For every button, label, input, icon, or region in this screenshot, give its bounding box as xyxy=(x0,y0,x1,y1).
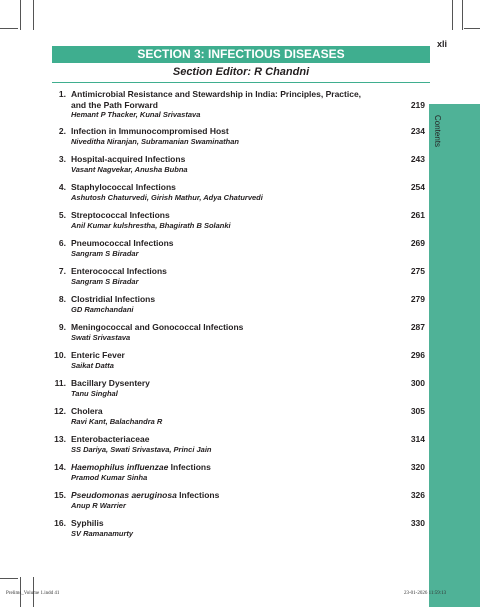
entry-number: 11. xyxy=(54,378,66,388)
entry-title: Bacillary Dysentery xyxy=(71,378,150,388)
entry-number: 1. xyxy=(58,89,66,99)
section-editor: Section Editor: R Chandni xyxy=(52,63,430,83)
entry-authors: Pramod Kumar Sinha xyxy=(71,473,148,482)
entry-title: Enterobacteriaceae xyxy=(71,434,150,444)
crop-mark xyxy=(452,0,453,30)
entry-page: 243 xyxy=(410,154,425,164)
entry-page: 314 xyxy=(410,434,425,444)
entry-authors: Saikat Datta xyxy=(71,361,114,370)
entry-number: 13. xyxy=(54,434,66,444)
entry-page: 269 xyxy=(410,238,425,248)
entry-number: 5. xyxy=(58,210,66,220)
page-number: xli xyxy=(437,39,448,49)
entry-title: Enteric Fever xyxy=(71,350,125,360)
crop-mark xyxy=(0,578,18,579)
entry-title xyxy=(71,490,371,501)
entry-number: 14. xyxy=(54,462,66,472)
entry-page: 279 xyxy=(410,294,425,304)
footer-timestamp: 23-01-2026 11:59:13 xyxy=(404,591,447,596)
entry-authors: Anil Kumar kulshrestha, Bhagirath B Solanki xyxy=(71,221,231,230)
entry-page: 330 xyxy=(410,518,425,528)
entry-authors: Hemant P Thacker, Kunal Srivastava xyxy=(71,110,201,119)
entry-number: 8. xyxy=(58,294,66,304)
entry-page: 320 xyxy=(410,462,425,472)
entry-title-rest: Infections xyxy=(176,490,220,500)
entry-authors: Niveditha Niranjan, Subramanian Swaminathan xyxy=(71,137,239,146)
entry-number: 2. xyxy=(58,126,66,136)
entry-authors: Vasant Nagvekar, Anusha Bubna xyxy=(71,165,188,174)
entry-page: 326 xyxy=(410,490,425,500)
crop-mark xyxy=(464,28,480,29)
entry-title: Clostridial Infections xyxy=(71,294,156,304)
entry-number: 3. xyxy=(58,154,66,164)
footer-file-info: Prelims_Volume 1.indd 41 xyxy=(6,591,60,596)
entry-title: Meningococcal and Gonococcal Infections xyxy=(71,322,244,332)
entry-title-italic: Pseudomonas aeruginosa xyxy=(71,490,177,500)
entry-authors: Sangram S Biradar xyxy=(71,249,139,258)
entry-authors: Ravi Kant, Balachandra R xyxy=(71,417,163,426)
crop-mark xyxy=(33,0,34,30)
entry-title: Antimicrobial Resistance and Stewardship in India: Principles, Practice, and the Path Forward xyxy=(71,89,362,110)
entry-title: Staphylococcal Infections xyxy=(71,182,176,192)
entry-authors: Anup R Warrier xyxy=(71,501,126,510)
entry-title-italic: Haemophilus influenzae xyxy=(71,462,169,472)
entry-number: 16. xyxy=(54,518,66,528)
entry-page: 219 xyxy=(410,100,425,110)
entry-title: Infection in Immunocompromised Host xyxy=(71,126,229,136)
entry-page: 234 xyxy=(410,126,425,136)
crop-mark xyxy=(20,0,21,30)
crop-mark xyxy=(0,28,18,29)
entry-page: 287 xyxy=(410,322,425,332)
entry-number: 9. xyxy=(58,322,66,332)
entry-page: 254 xyxy=(410,182,425,192)
contents-side-label: Contents xyxy=(433,114,442,148)
entry-page: 296 xyxy=(410,350,425,360)
entry-authors: Tanu Singhal xyxy=(71,389,118,398)
entry-number: 15. xyxy=(54,490,66,500)
entry-title xyxy=(71,462,371,473)
entry-authors: Swati Srivastava xyxy=(71,333,131,342)
entry-title: Enterococcal Infections xyxy=(71,266,167,276)
entry-title: Syphilis xyxy=(71,518,104,528)
entry-authors: GD Ramchandani xyxy=(71,305,134,314)
entry-page: 300 xyxy=(410,378,425,388)
entry-title: Hospital-acquired Infections xyxy=(71,154,186,164)
entry-page: 305 xyxy=(410,406,425,416)
crop-mark xyxy=(462,0,463,30)
entry-authors: Ashutosh Chaturvedi, Girish Mathur, Adya Chaturvedi xyxy=(71,193,263,202)
entry-page: 275 xyxy=(410,266,425,276)
entry-authors: SV Ramanamurty xyxy=(71,529,134,538)
entry-authors: SS Dariya, Swati Srivastava, Princi Jain xyxy=(71,445,212,454)
section-title: SECTION 3: INFECTIOUS DISEASES xyxy=(52,46,430,63)
entry-number: 4. xyxy=(58,182,66,192)
entry-title: Cholera xyxy=(71,406,103,416)
entry-title: Pneumococcal Infections xyxy=(71,238,174,248)
entry-title: Streptococcal Infections xyxy=(71,210,170,220)
entry-number: 7. xyxy=(58,266,66,276)
entry-number: 10. xyxy=(54,350,66,360)
entry-title-rest: Infections xyxy=(168,462,211,472)
entry-number: 12. xyxy=(54,406,66,416)
entry-page: 261 xyxy=(410,210,425,220)
entry-number: 6. xyxy=(58,238,66,248)
entry-authors: Sangram S Biradar xyxy=(71,277,139,286)
